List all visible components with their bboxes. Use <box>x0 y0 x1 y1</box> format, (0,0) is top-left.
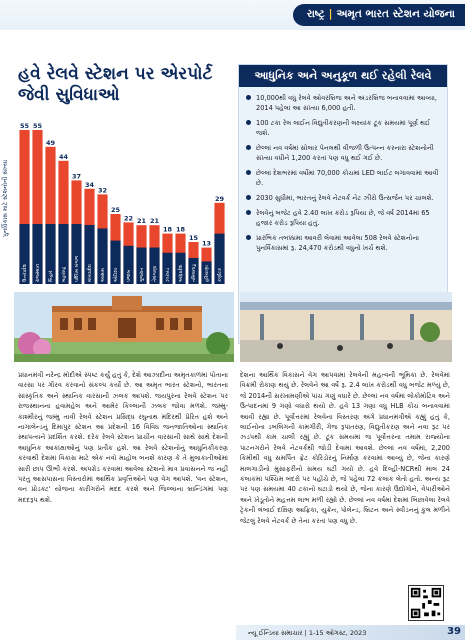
chart-category-label: કર્ણાટક <box>218 267 223 282</box>
page-number: 39 <box>447 626 461 637</box>
page-footer <box>236 625 465 640</box>
chart-bar-group <box>71 172 81 284</box>
section-label: રાષ્ટ્ર <box>306 8 325 20</box>
issue-date: 1-15 ઓગસ્ટ, 2023 <box>308 629 367 637</box>
chart-bar-group <box>123 214 133 284</box>
chart-value-label: 13 <box>201 239 212 248</box>
chart-bar-group <box>201 240 211 284</box>
info-item <box>245 193 443 203</box>
chart-value-label: 18 <box>162 225 173 234</box>
info-item <box>245 143 443 163</box>
chart-bar-group <box>19 122 29 284</box>
chart-bar-group <box>58 153 68 284</box>
chart-category-label: તેલંગાણા <box>153 265 158 282</box>
chart-bar-group <box>110 206 120 284</box>
stations-bar-chart <box>8 108 230 286</box>
info-list <box>245 93 443 258</box>
info-item-text: છેલ્લાં નવ વર્ષમાં સોલાર પેનલથી વીજળી ઉત્પન્ન કરનારા સ્ટેશનોની સંખ્યા વધીને 1,200 કરતાં પણ વધુ થઈ ગઈ છે. <box>256 144 434 162</box>
chart-value-label: 15 <box>188 234 199 242</box>
footer-separator: | <box>304 629 309 637</box>
info-item-text: પ્રારંભિક તબક્કામાં આવરી લેવામાં આવેલા 508 રેલવે સ્ટેશનોના પુનર્વિકાસમાં રૂ. 24,470 કરોડથી વધુનો ખર્ચ થશે. <box>256 234 419 252</box>
chart-category-label: ગુજરાત <box>140 267 145 282</box>
bullet-icon <box>246 195 251 200</box>
station-illustration-right <box>240 292 452 362</box>
chart-category-label: રાજસ્થાન <box>36 263 41 282</box>
info-item-text: રેલવેનું બજેટ હવે 2.40 લાખ કરોડ રૂપિયા છે, જે વર્ષ 2014માં 65 હજાર કરોડ રૂપિયા હતું. <box>256 209 430 227</box>
info-item <box>245 93 443 113</box>
chart-bar-group <box>84 181 94 284</box>
chart-bar-group <box>136 217 146 284</box>
info-item-text: છેલ્લાં દેશભરમાં વર્ષોમાં 70,000 કોચમાં LED લાઈટ લગાવવામાં આવી છે. <box>256 169 439 187</box>
chart-category-label: મધ્યપ્રદેશ <box>88 264 93 282</box>
chart-value-label: 21 <box>136 217 147 226</box>
info-item <box>245 168 443 188</box>
chart-category-label: હરિયાણા <box>205 265 210 282</box>
article-headline: હવે રેલવે સ્ટેશન પર એરપોર્ટ જેવી સુવિધાઓ <box>18 64 213 105</box>
chart-y-axis-label: પુનર્વિકાસ માટે સ્ટેશનોની સંખ્યા <box>2 159 9 237</box>
chart-category-label: ઉત્તરપ્રદેશ <box>23 263 28 282</box>
qr-code-icon <box>408 585 444 621</box>
info-item-text: 10,000થી વધુ રેલવે ઓવરબ્રિજ અને અંડરબ્રિજ બનાવવામાં આવ્યા, 2014 પહેલાં આ સંખ્યા 6,000 હતી. <box>256 94 438 112</box>
chart-bar-group <box>97 186 107 284</box>
chart-bar-group <box>32 122 42 284</box>
chart-bar-group <box>162 226 172 284</box>
chart-bar-group <box>45 139 55 284</box>
section-tab <box>293 4 465 26</box>
chart-value-label: 37 <box>71 172 82 181</box>
chart-bar-group <box>188 234 198 284</box>
page-header <box>0 0 465 30</box>
chart-category-label: બિહાર <box>49 270 54 282</box>
body-column-right: દેશના આર્થિક વિકાસને વેગ આપવામાં રેલવેની મહત્વની ભૂમિકા છે. રેલવેમાં વિક્રમી રોકાણ થયું છે. રેલવેને આ વર્ષે રૂ. 2.4 લાખ કરોડથી વધુ બજેટ મળ્યું છે, જે 2014ની સરખામણીએ પાંચ ગણું વધારે છે. છેલ્લાં નવ વર્ષમાં લોકોમોટિવ અને ઉત્પાદનમાં 9 ગણો વધારો થયો છે. હવે 13 ગણા વધુ HLB કોચ બનાવવામાં આવી રહ્યા છે. પૂર્વોત્તરમાં રેલવેના વિસ્તરણ અંગે પ્રધાનમંત્રીએ કહ્યું હતું કે, લાઈનોના ડબલિંગની કામગીરી, ગેજ રૂપાંતરણ, વિદ્યુતીકરણ અને નવા રૂટ પર ઝડપથી કામ ચાલી રહ્યું છે. ટૂંક સમયમાં જ પૂર્વોત્તરના તમામ રાજ્યોના પાટનગરોને રેલવે નેટવર્કથી જોડી દેવામાં આવશે. છેલ્લાં નવ વર્ષમાં, 2,200 કિમીથી વધુ સમર્પિત ફ્રેટ કોરિડોરનું નિર્માણ કરવામાં આવ્યું છે, જેના કારણે માલગાડીનો મુસાફરીનો સમય ઘટી ગયો છે. હવે દિલ્હી-NCRથી માલ 24 કલાકમાં પશ્ચિમ બંદરો પર પહોંચે છે, જે પહેલાં 72 કલાક લેતો હતો. અન્ય રૂટ પર પણ સમયમાં 40 ટકાનો ઘટાડો થયો છે, જેના કારણે ઉદ્યોગોને, વેપારીઓને અને ખેડૂતોને મહત્તમ લાભ મળી રહ્યો છે. છેલ્લાં નવ વર્ષમાં દેશમાં બિછાવેલા રેલવે ટ્રેકની લંબાઈ દક્ષિણ આફ્રિકા, યુક્રેન, પોલેન્ડ, બ્રિટન અને સ્વીડનનું કુલ મળીને જેટલું રેલવે નેટવર્ક છે તેના કરતાં પણ વધુ છે. <box>240 371 450 525</box>
bullet-icon <box>246 120 251 125</box>
bullet-icon <box>246 235 251 240</box>
chart-value-label: 29 <box>214 194 225 203</box>
chart-category-label: તમિલનાડુ <box>192 264 197 282</box>
chart-value-label: 22 <box>123 214 134 223</box>
chart-value-label: 18 <box>175 225 186 234</box>
chart-bar-group <box>175 226 185 284</box>
station-illustration-left <box>14 292 234 362</box>
bullet-icon <box>246 145 251 150</box>
chart-value-label: 55 <box>19 122 30 130</box>
chart-category-label: આસામ <box>101 268 106 282</box>
chart-category-label: આંધ્રપ્રદેશ <box>179 264 184 282</box>
magazine-name: ન્યૂ ઈન્ડિયા સમાચાર <box>248 629 303 637</box>
chart-value-label: 55 <box>32 122 43 130</box>
chart-category-label: મહારાષ્ટ્ર <box>62 266 67 282</box>
chart-value-label: 25 <box>110 206 121 214</box>
chart-bar-group <box>149 217 159 284</box>
info-box-title: આધુનિક અને અનુકૂળ થઈ રહેલી રેલવે <box>239 65 447 87</box>
chart-bar-group <box>214 195 224 284</box>
info-item-text: 100 ટકા રેલ લાઈન વિદ્યુતીકરણની લક્ષ્યાંક ટૂંક સમયમાં પૂર્ણ થઈ જશે. <box>256 119 431 137</box>
bullet-icon <box>246 95 251 100</box>
info-item-text: 2030 સુધીમાં, ભારતનું રેલવે નેટવર્ક નેટ ઝીરો ઉત્સર્જન પર ચાલશે. <box>256 194 434 202</box>
body-column-left: પ્રધાનમંત્રી નરેન્દ્ર મોદીએ સ્પષ્ટ કર્યું હતું કે, દેશે આઝાદીના અમૃતકાળમાં પોતાના વારસા પર ગૌરવ કરવાનો સંકલ્પ કર્યો છે. આ અમૃત ભારત સ્ટેશનો, ભારતના સાંસ્કૃતિક અને સ્થાનિક વારસાની ઝલક આપશે. જયપુરના રેલવે સ્ટેશન પર રાજસ્થાનના હવામહેલ અને આમેર કિલ્લાની ઝલક જોવા મળશે. જમ્મુ-કાશ્મીરનું જમ્મુ તાવી રેલવે સ્ટેશન પ્રસિદ્ધ રઘુનાથ મંદિરથી પ્રેરિત હશે અને નાગાલેન્ડનું દિમાપુર સ્ટેશન આ પ્રદેશની 16 વિવિધ જનજાતિઓના સ્થાનિક સ્થાપત્યને પ્રદર્શિત કરશે. દરેક રેલવે સ્ટેશન પ્રાચીન વારસાની સાથે સાથે દેશની આધુનિક આકાંક્ષાઓનું પણ પ્રતીક હશે. આ રેલવે સ્ટેશનોનું આધુનિકીકરણ કરવાથી દેશમાં વિકાસ માટે એક નવો માહોલ બનશે કારણ કે તે મુલાકાતીઓમાં સારી છાપ ઊભી કરશે. અપગ્રેડ કરવામાં આવેલા સ્ટેશનો માત્ર પ્રવાસનને જ નહીં પરંતુ આસપાસના વિસ્તારોમાં આર્થિક પ્રવૃત્તિઓને પણ વેગ આપશે. 'વન સ્ટેશન, વન પ્રોડક્ટ' યોજના કારીગરોને મદદ કરશે અને જિલ્લાના બ્રાન્ડિંગમાં પણ મદદરૂપ થશે. <box>18 371 228 504</box>
chart-category-label: ઓડિશા <box>114 267 119 282</box>
info-item <box>245 208 443 228</box>
section-separator: | <box>328 8 333 20</box>
chart-value-label: 34 <box>84 180 95 189</box>
chart-value-label: 21 <box>149 217 160 226</box>
chart-category-label: પશ્ચિમ બંગાળ <box>75 255 80 282</box>
info-item <box>245 233 443 253</box>
chart-value-label: 32 <box>97 186 108 195</box>
chart-value-label: 49 <box>45 138 56 147</box>
bullet-icon <box>246 210 251 215</box>
section-title: અમૃત ભારત સ્ટેશન યોજના <box>336 8 455 20</box>
info-item <box>245 118 443 138</box>
chart-category-label: ઝારખંડ <box>166 267 171 282</box>
chart-category-label: પંજાબ <box>127 269 132 282</box>
bullet-icon <box>246 170 251 175</box>
chart-value-label: 44 <box>58 152 69 161</box>
